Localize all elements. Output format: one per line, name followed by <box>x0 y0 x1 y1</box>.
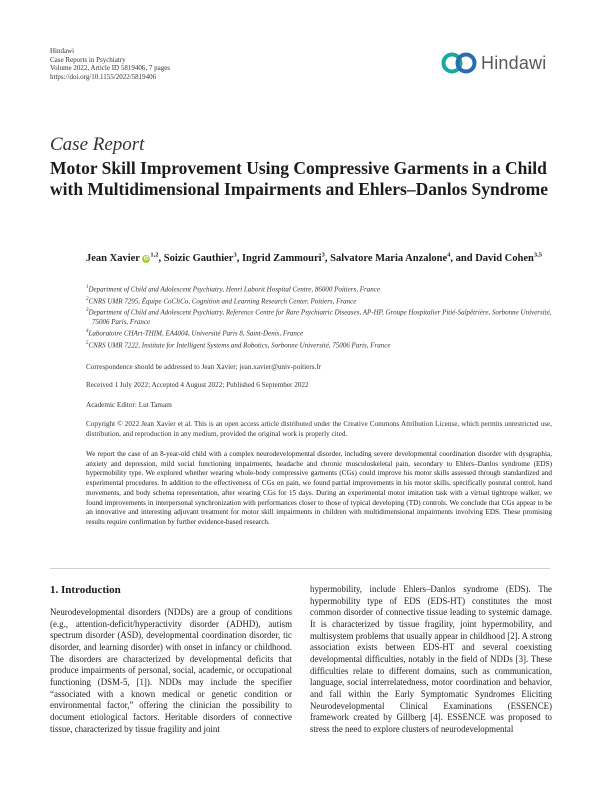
affiliation-number: 4 <box>86 329 89 335</box>
body-column-left: Neurodevelopmental disorders (NDDs) are a group of conditions (e.g., attention-deficit/hyperactivity disorder (ADHD), autism spectrum disorder (ASD), developmental coordination disorder, tic disorder, and learning disorder) with onset in infancy or childhood. The disorders are characterized by developmental deficits that produce impairments of personal, social, academic, or occupational functioning (DSM-5, [1]). NDDs may include the specifier “associated with a known medical or genetic condition or environmental factor,” offering the clinician the possibility to document etiological factors. Heritable disorders of connective tissue, characterized by tissue fragility and joint <box>50 607 292 734</box>
publication-dates: Received 1 July 2022; Accepted 4 August 2022; Published 6 September 2022 <box>86 381 309 389</box>
author-name: and David Cohen <box>455 252 534 264</box>
author-entry: Ingrid Zammouri$^3$, <box>241 251 331 264</box>
volume-info: Volume 2022, Article ID 5819406, 7 pages <box>50 64 171 72</box>
section-divider <box>50 568 550 569</box>
affiliation-item <box>86 339 556 351</box>
hindawi-rings-icon <box>440 51 478 75</box>
body-column-right: hypermobility, include Ehlers–Danlos syndrome (EDS). The hypermobility type of EDS (EDS-HT) constitutes the most common disorder of connective tissue leading to systemic damage. It is characterized by tissue fragility, joint hypermobility, and multisystem problems that usually appear in childhood [2]. A strong association exists between EDS-HT and several coexisting developmental difficulties, notably in the field of NDDs [3]. These difficulties relate to different domains, such as communication, language, social interrelatedness, motor coordination and behavior, and fall within the Early Symptomatic Syndromes Eliciting Neurodevelopmental Clinical Examinations (ESSENCE) framework created by Gillberg [4]. ESSENCE was proposed to stress the need to explore clusters of neurodevelopmental <box>310 584 552 734</box>
author-list <box>86 247 546 266</box>
author-affiliation-ref: 3,5 <box>533 251 542 258</box>
affiliation-item <box>86 283 556 295</box>
hindawi-logo <box>440 50 560 76</box>
logo-text: Hindawi <box>481 52 547 73</box>
journal-name: Case Reports in Psychiatry <box>50 55 126 64</box>
author-affiliation-ref: 3 <box>233 251 237 258</box>
affiliation-text: Department of Child and Adolescent Psychiatry, Henri Laborit Hospital Centre, 86000 Poitiers, France <box>88 285 380 294</box>
affiliation-text: CNRS UMR 7222, Institute for Intelligent Systems and Robotics, Sorbonne Université, 75006 Paris, France <box>88 341 391 350</box>
author-name: Soizic Gauthier <box>163 252 234 264</box>
author-entry: Soizic Gauthier$^3$, <box>163 251 242 264</box>
abstract: We report the case of an 8-year-old child with a complex neurodevelopmental disorder, including severe developmental coordination disorder with dysgraphia, anxiety and depression, mild social functioning impairments, headache and chronic musculoskeletal pain, secondary to Ehlers–Danlos syndrome (EDS) hypermobility type. We explored whether wearing whole-body compressive garments (CGs) could improve his motor skills assessed through standardized and experimental procedures. In addition to the effectiveness of CGs on pain, we found partial improvements in his motor skills, specifically postural control, hand movements, and body schema representation, after wearing CGs for 15 days. During an experimental motor imitation task with a virtual tightrope walker, we found improvements in interpersonal synchronization with performances closer to those of typical developing (TD) controls. We conclude that CGs appear to be an innovative and interesting adjuvant treatment for motor skill impairments in children with multidimensional impairments involving EDS. These promising results require confirmation by further evidence-based research. <box>86 450 552 526</box>
affiliation-number: 3 <box>86 308 89 314</box>
publisher-name: Hindawi <box>50 47 75 55</box>
affiliation-text: Laboratoire CHArt-THIM, EA4004, Université Paris 8, Saint-Denis, France <box>88 329 304 338</box>
affiliation-number: 2 <box>86 296 89 302</box>
paper-title: Motor Skill Improvement Using Compressive Garments in a Child with Multidimensional Impairments and Ehlers–Danlos Syndrome <box>50 158 549 199</box>
affiliation-list <box>86 283 556 350</box>
journal-meta <box>50 47 350 81</box>
orcid-icon[interactable]: iD <box>143 255 149 262</box>
author-name: Ingrid Zammouri <box>241 252 322 264</box>
author-entry: Salvatore Maria Anzalone$^4$, <box>330 251 456 264</box>
affiliation-number: 5 <box>86 340 89 346</box>
article-type: Case Report <box>50 134 145 155</box>
affiliation-text: Department of Child and Adolescent Psychiatry, Reference Centre for Rare Psychiatric Diseases, AP-HP, Groupe Hospitalier Pitié-Salpêtrière, Sorbonne Université, 75006 Paris, France <box>88 308 552 326</box>
affiliation-item <box>86 295 556 307</box>
author-name: Jean Xavier <box>86 252 140 264</box>
correspondence-line: Correspondence should be addressed to Jean Xavier; jean.xavier@univ-poitiers.fr <box>86 363 322 371</box>
author-entry <box>456 253 542 264</box>
copyright-notice: Copyright © 2022 Jean Xavier et al. This is an open access article distributed under the Creative Commons Attribution License, which permits unrestricted use, distribution, and reproduction in any medium, provided the original work is properly cited. <box>86 420 552 438</box>
author-name: Salvatore Maria Anzalone <box>330 252 448 264</box>
affiliation-item <box>86 327 556 339</box>
academic-editor: Academic Editor: Lut Tamam <box>86 401 172 409</box>
affiliation-text: CNRS UMR 7295, Équipe CoCliCo, Cognition and Learning Research Center, Poitiers, France <box>88 296 357 305</box>
doi-link[interactable]: https://doi.org/10.1155/2022/5819406 <box>50 72 157 81</box>
author-affiliation-ref: 3 <box>321 251 325 258</box>
section-heading: 1. Introduction <box>50 584 121 596</box>
affiliation-number: 1 <box>86 285 89 290</box>
author-affiliation-ref: 4 <box>447 251 451 258</box>
author-affiliation-ref: 1,2 <box>150 251 159 258</box>
author-entry: Jean Xavier iD$^{1,2}$, <box>86 251 164 264</box>
affiliation-item <box>86 306 556 327</box>
